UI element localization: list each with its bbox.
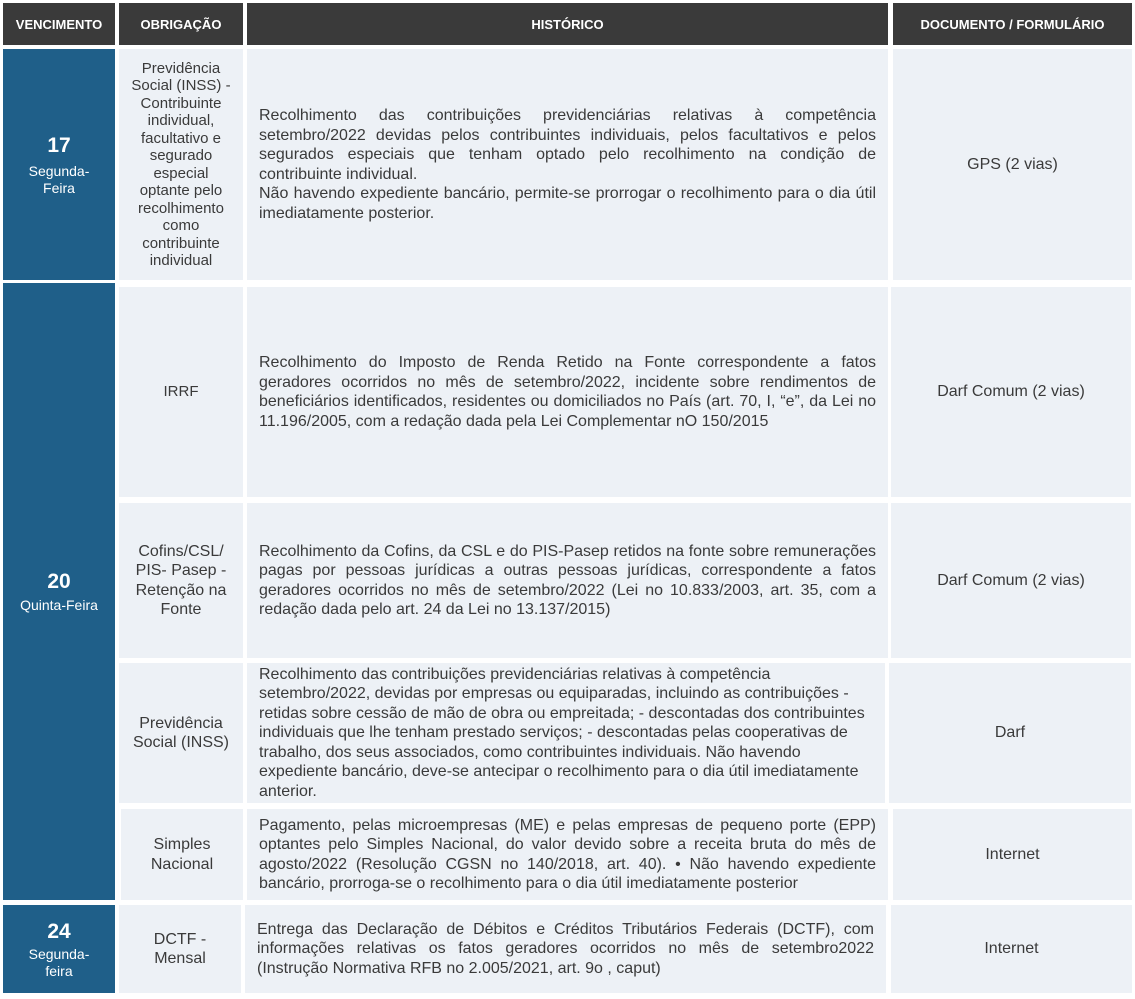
historico-cell	[247, 287, 888, 497]
obrigacao-cell: Previdência Social (INSS)	[119, 663, 243, 803]
historico-text-note: Não havendo expediente bancário, permite-se prorrogar o recolhimento para o dia útil imediatamente posterior.	[259, 185, 876, 222]
obrigacao-cell: DCTF - Mensal	[119, 905, 241, 993]
documento-cell: Internet	[893, 809, 1132, 900]
historico-text: Pagamento, pelas microempresas (ME) e pelas empresas de pequeno porte (EPP) optantes pelo Simples Nacional, do valor devido sobre a receita bruta do mês de agosto/2022 (Resolução CGSN no 140/2018, art. 40). • Não havendo expediente bancário, prorroga-se o recolhimento para o dia útil imediatamente posterior	[259, 816, 876, 892]
historico-text: Recolhimento da Cofins, da CSL e do PIS-Pasep retidos na fonte sobre remunerações pagas por pessoas jurídicas a outras pessoas jurídicas, correspondente a fatos geradores ocorridos no mês de setembro/2022 (Lei no 10.833/2003, art. 35, com a redação dada pelo art. 24 da Lei no 13.137/2015)	[259, 542, 876, 618]
date-weekday: Segunda- Feira	[28, 162, 90, 196]
date-weekday: Segunda- feira	[28, 945, 90, 979]
obrigacao-cell: Cofins/CSL/ PIS- Pasep - Retenção na Fonte	[119, 503, 243, 658]
obrigacao-cell: Simples Nacional	[121, 809, 243, 900]
historico-cell	[247, 809, 888, 900]
documento-cell: GPS (2 vias)	[893, 49, 1132, 280]
documento-cell: Internet	[891, 905, 1132, 993]
header-vencimento: VENCIMENTO	[3, 3, 115, 45]
historico-text: Recolhimento das contribuições previdenciárias relativas à competência setembro/2022, devidas por empresas ou equiparadas, incluindo as contribuições - retidas sobre cessão de mão de obra ou empreitada; - descontadas dos contribuintes individuais que lhe tenham prestado serviços; - descontadas pelas cooperativas de trabalho, dos seus associados, como contribuintes individuais. Não havendo expediente bancário, deve-se antecipar o recolhimento para o dia útil imediatamente anterior.	[259, 665, 865, 800]
historico-cell	[245, 905, 886, 993]
obrigacao-cell: IRRF	[119, 287, 243, 497]
date-number: 24	[47, 919, 71, 943]
date-weekday: Quinta-Feira	[20, 597, 98, 613]
documento-cell: Darf Comum (2 vias)	[891, 503, 1131, 658]
date-number: 20	[47, 570, 71, 593]
historico-cell	[247, 503, 888, 658]
documento-cell: Darf Comum (2 vias)	[891, 287, 1131, 497]
header-documento: DOCUMENTO / FORMULÁRIO	[893, 3, 1132, 45]
historico-cell	[247, 49, 888, 280]
historico-text: Recolhimento do Imposto de Renda Retido na Fonte correspondente a fatos geradores ocorridos no mês de setembro/2022, incidente sobre rendimentos de beneficiários identificados, residentes ou domiciliados no País (art. 70, I, “e”, da Lei no 11.196/2005, com a redação dada pela Lei Complementar nO 150/2015	[259, 354, 876, 430]
historico-cell	[247, 663, 885, 803]
historico-text: Recolhimento das contribuições previdenciárias relativas à competência setembro/2022 devidas pelos contribuintes individuais, pelos facultativos e pelos segurados especiais que tenham optado pelo recolhimento na condição de contribuinte individual.	[259, 107, 876, 183]
header-historico: HISTÓRICO	[247, 3, 888, 45]
date-number: 17	[47, 133, 71, 157]
date-cell-20	[3, 283, 115, 900]
obrigacao-cell: Previdência Social (INSS) - Contribuinte individual, facultativo e segurado especial optante pelo recolhimento como contribuinte individual	[119, 49, 243, 280]
historico-text: Entrega das Declaração de Débitos e Créditos Tributários Federais (DCTF), com informações relativas os fatos geradores ocorridos no mês de setembro2022 (Instrução Normativa RFB no 2.005/2021, art. 9o , caput)	[257, 920, 874, 977]
date-cell-24	[3, 905, 115, 993]
header-obrigacao: OBRIGAÇÃO	[119, 3, 243, 45]
documento-cell: Darf	[889, 663, 1131, 803]
date-cell-17	[3, 49, 115, 280]
